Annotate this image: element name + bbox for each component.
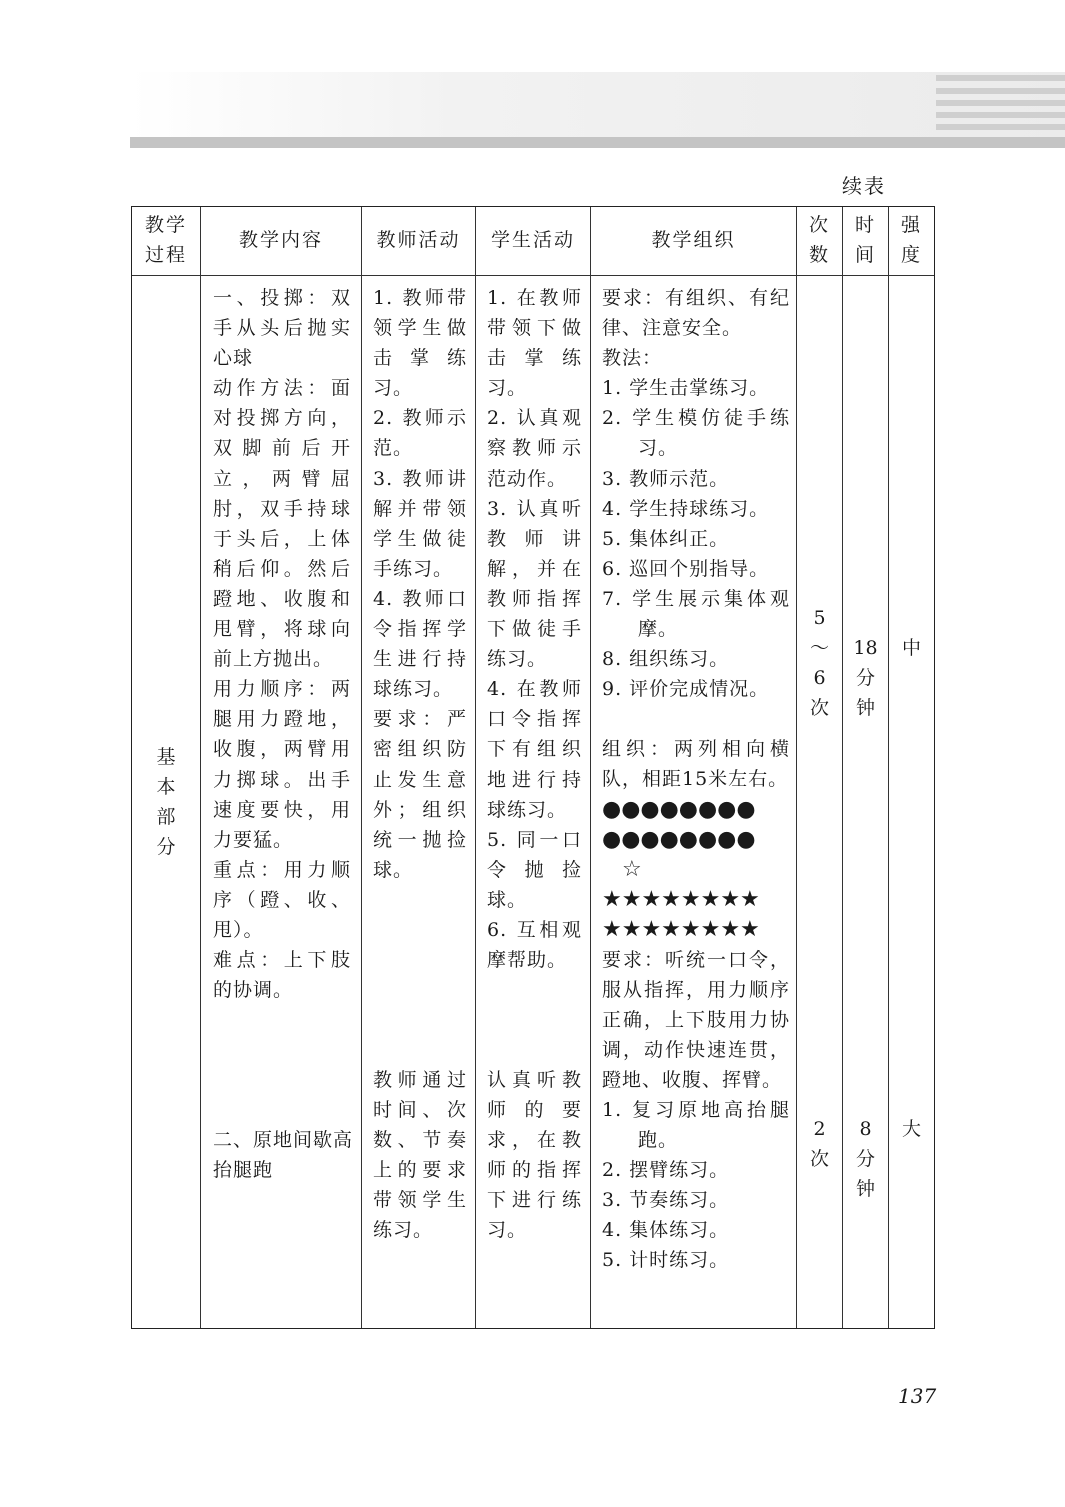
header-teacher: 教师活动 [376,229,461,251]
header-stripe [936,100,1065,106]
row1-intensity: 中 [901,637,921,659]
row2-teacher: 教师通过时间、次数、节奏上的要求带领学生练习。 [373,1069,467,1242]
formation-row-stars: ★★★★★★★★ [602,916,760,942]
row1-organization: 要求：有组织、有纪律、注意安全。 教法： 1. 学生击掌练习。 2. 学生模仿徒手练习。 3. 教师示范。 4. 学生持球练习。 5. 集体纠正。 6. 巡回个别指导。 7. 学生展示集体观摩。 8. 组织练习。 9. 评价完成情况。 组织：两列相向横队，相距15米左右。 ●●●●●●●● ●●●●●●●● ☆ ★★★★★★★★ ★★★★★★★★ 要求：听统一口令，服从指挥，用力顺序正确，上下肢用力协调，动作快速连贯，蹬地、收腹、挥臂。 1. 复习原地高抬腿跑。 2. 摆臂练习。 3. 节奏练习。 4. 集体练习。 5. 计时练习。 [602,287,790,1272]
header-student: 学生活动 [490,229,575,251]
formation-row-dots: ●●●●●●●● [602,796,756,822]
header-intensity: 强 度 [900,214,922,266]
formation-teacher-star: ☆ [622,856,643,882]
row1-times: 5 ～ 6 次 [809,607,829,719]
header-process: 教学 过程 [144,214,187,266]
row2-duration: 8 分 钟 [855,1118,875,1200]
row1-content: 一、投掷：双手从头后抛实心球 动作方法：面对投掷方向，双脚前后开立，两臂屈肘，双手持球于头后，上体稍后仰。然后蹬地、收腹和甩臂，将球向前上方抛出。 用力顺序：两腿用力蹬地，收腹，两臂用力掷球。出手速度要快，用力要猛。 重点：用力顺序（蹬、收、甩）。 难点：上下肢的协调。 [213,287,351,1002]
row1-duration: 18 分 钟 [853,637,878,719]
row2-content: 二、原地间歇高抬腿跑 [213,1129,354,1182]
lesson-plan-table [131,206,935,1329]
row2-intensity: 大 [901,1118,921,1140]
header-organization: 教学组织 [651,229,736,251]
row2-student: 认真听教师的要求，在教师的指挥下进行练习。 [487,1069,582,1242]
header-band [130,72,1065,142]
header-rule [130,137,1065,148]
formation-row-dots: ●●●●●●●● [602,826,756,852]
formation-row-stars: ★★★★★★★★ [602,886,760,912]
section-label: 基 本 部 分 [156,746,176,858]
header-duration: 时 间 [854,214,876,266]
header-times: 次 数 [808,214,830,266]
header-stripe [936,75,1065,81]
header-stripe [936,88,1065,94]
header-stripe [936,124,1065,130]
header-content: 教学内容 [238,229,323,251]
continued-label: 续表 [842,174,886,198]
header-stripe [936,112,1065,118]
row2-times: 2 次 [809,1118,829,1170]
row1-teacher: 1. 教师带领学生做击掌练习。 2. 教师示范。 3. 教师讲解并带领学生做徒手练习。 4. 教师口令指挥学生进行持球练习。 要求：严密组织防止发生意外；组织统一抛捡球。 [373,287,467,881]
row1-student: 1. 在教师带领下做击掌练习。 2. 认真观察教师示范动作。 3. 认真听教师讲解，并在教师指挥下做徒手练习。 4. 在教师口令指挥下有组织地进行持球练习。 5. 同一口令抛捡球。 6. 互相观摩帮助。 [487,287,582,972]
page-number: 137 [898,1384,937,1408]
